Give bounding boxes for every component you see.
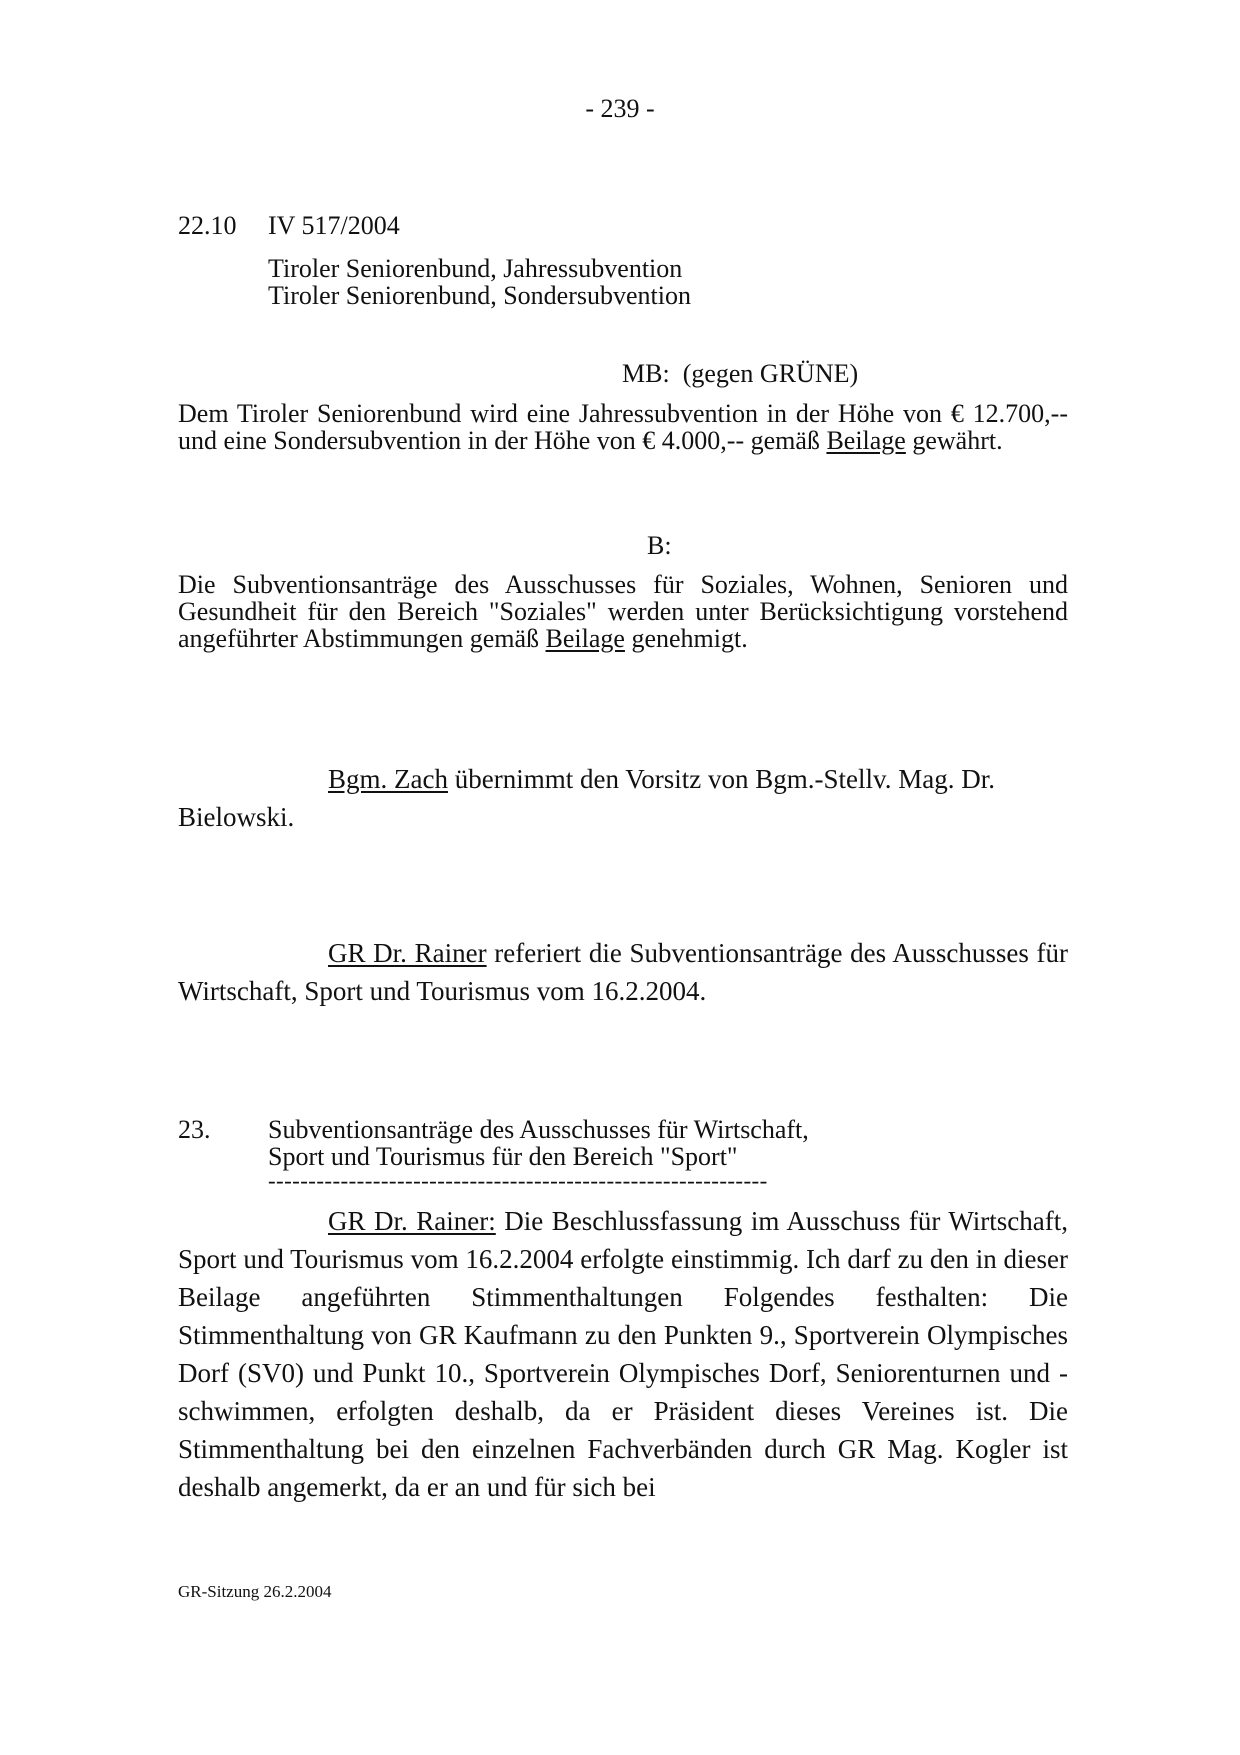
section-title: Sport und Tourismus für den Bereich "Sport" [268,1142,738,1171]
paragraph-text: gewährt. [905,426,1003,455]
paragraph-text: übernimmt den Vorsitz von Bgm.-Stellv. Mag. Dr. Bielowski. [178,764,995,832]
vote-result [622,360,858,387]
footer-session: GR-Sitzung 26.2.2004 [178,1582,332,1601]
resolution-label: B: [647,531,672,560]
report-paragraph [178,934,1068,1010]
paragraph-text: referiert die Subventionsanträge des Ausschusses für Wirtschaft, Sport und Tourismus vom 16.2.2004. [178,938,1068,1006]
beilage-reference: Beilage [545,624,625,653]
resolution-paragraph [178,571,1068,652]
speaker-name: Bgm. Zach [328,764,448,794]
vote-label: MB: [622,359,670,388]
chair-change-paragraph [178,760,1068,836]
section-title: Subventionsanträge des Ausschusses für Wirtschaft, [268,1115,809,1144]
section-number: 23. [178,1115,211,1144]
section-subtitle: Tiroler Seniorenbund, Jahressubvention [268,254,683,283]
beilage-reference: Beilage [826,426,906,455]
paragraph-text: genehmigt. [624,624,748,653]
vote-value: (gegen GRÜNE) [682,359,859,388]
speaker-name: GR Dr. Rainer [328,938,487,968]
resolution-paragraph [178,400,1068,454]
case-code: IV 517/2004 [268,211,400,240]
section-subtitle: Tiroler Seniorenbund, Sondersubvention [268,281,691,310]
section-divider: -------------------------------------------------------------- [268,1168,768,1193]
speech-paragraph [178,1202,1068,1506]
page-number: - 239 - [585,94,655,123]
paragraph-text: Die Subventionsanträge des Ausschusses für Soziales, Wohnen, Senioren und Gesundheit für den Bereich "Soziales" werden unter Berücksichtigung vorstehend angeführter Abstimmungen gemäß [178,570,1068,653]
speaker-name: GR Dr. Rainer: [328,1206,496,1236]
paragraph-text: Dem Tiroler Seniorenbund wird eine Jahressubvention in der Höhe von € 12.700,-- und eine Sondersubvention in der Höhe von € 4.000,-- gemäß [178,399,1068,455]
paragraph-text: Die Beschlussfassung im Ausschuss für Wirtschaft, Sport und Tourismus vom 16.2.2004 erfolgte einstimmig. Ich darf zu den in dieser Beilage angeführten Stimmenthaltungen Folgendes festhalten: Die Stimmenthaltung von GR Kaufmann zu den Punkten 9., Sportverein Olympisches Dorf (SV0) und Punkt 10., Sportverein Olympisches Dorf, Seniorenturnen und -schwimmen, erfolgten deshalb, da er Präsident dieses Vereines ist. Die Stimmenthaltung bei den einzelnen Fachverbänden durch GR Mag. Kogler ist deshalb angemerkt, da er an und für sich bei [178,1206,1069,1502]
section-number: 22.10 [178,211,237,240]
